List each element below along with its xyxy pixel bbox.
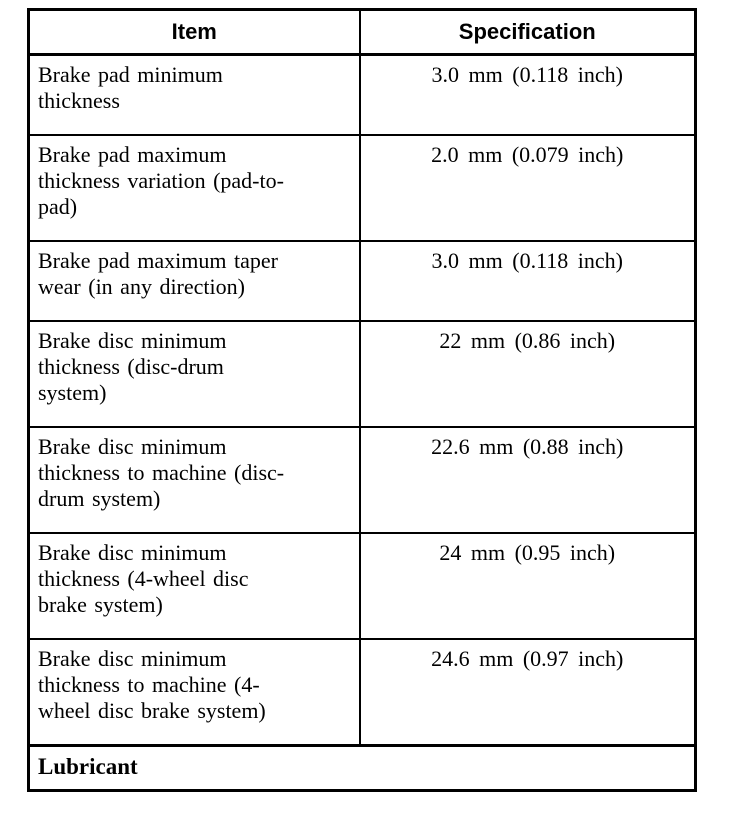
- item-cell: [29, 639, 360, 746]
- table-body: [29, 55, 696, 746]
- brake-specifications-table: [27, 8, 697, 792]
- item-text: Brake disc minimum thickness to machine (disc-drum system): [38, 434, 285, 511]
- spec-cell: [360, 55, 696, 136]
- table-row: [29, 135, 696, 241]
- spec-text: 22.6 mm (0.88 inch): [431, 434, 624, 459]
- column-header-item: Item: [29, 10, 360, 55]
- table-row: [29, 639, 696, 746]
- lubricant-section-label: Lubricant: [29, 746, 696, 791]
- item-cell: [29, 241, 360, 321]
- spec-text: 3.0 mm (0.118 inch): [431, 62, 623, 87]
- spec-cell: [360, 639, 696, 746]
- lubricant-section-row: [29, 746, 696, 791]
- spec-text: 22 mm (0.86 inch): [439, 328, 616, 353]
- item-text: Brake disc minimum thickness to machine (4-wheel disc brake system): [38, 646, 266, 723]
- item-text: Brake pad minimum thickness: [38, 62, 223, 113]
- table-row: [29, 533, 696, 639]
- item-cell: [29, 135, 360, 241]
- spec-text: 24 mm (0.95 inch): [439, 540, 616, 565]
- spec-cell: [360, 321, 696, 427]
- table-row: [29, 427, 696, 533]
- table-footer: [29, 746, 696, 791]
- column-header-specification: Specification: [360, 10, 696, 55]
- table-header: [29, 10, 696, 55]
- spec-cell: [360, 241, 696, 321]
- item-cell: [29, 55, 360, 136]
- spec-cell: [360, 135, 696, 241]
- item-cell: [29, 533, 360, 639]
- item-text: Brake disc minimum thickness (disc-drum system): [38, 328, 227, 405]
- item-cell: [29, 321, 360, 427]
- spec-text: 2.0 mm (0.079 inch): [431, 142, 624, 167]
- spec-text: 24.6 mm (0.97 inch): [431, 646, 624, 671]
- spec-cell: [360, 427, 696, 533]
- table-row: [29, 55, 696, 136]
- table-row: [29, 241, 696, 321]
- spec-text: 3.0 mm (0.118 inch): [431, 248, 623, 273]
- item-text: Brake pad maximum taper wear (in any direction): [38, 248, 278, 299]
- spec-cell: [360, 533, 696, 639]
- item-text: Brake disc minimum thickness (4-wheel disc brake system): [38, 540, 249, 617]
- table-row: [29, 321, 696, 427]
- header-row: [29, 10, 696, 55]
- item-cell: [29, 427, 360, 533]
- item-text: Brake pad maximum thickness variation (pad-to-pad): [38, 142, 284, 219]
